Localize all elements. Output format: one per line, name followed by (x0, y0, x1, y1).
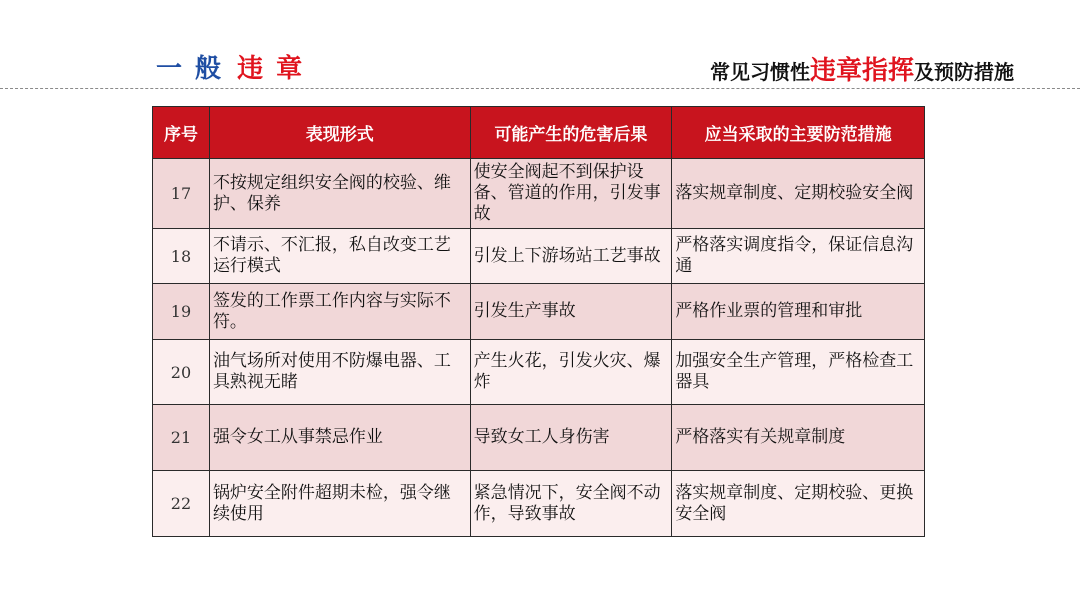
row-form: 不请示、不汇报，私自改变工艺运行模式 (209, 229, 470, 284)
row-measure: 落实规章制度、定期校验、更换安全阀 (672, 471, 925, 537)
row-no: 20 (153, 340, 210, 405)
row-measure: 严格作业票的管理和审批 (672, 284, 925, 340)
table-row (153, 340, 925, 405)
subtitle-highlight: 违章指挥 (809, 56, 914, 86)
table-row (153, 159, 925, 229)
row-measure: 严格落实有关规章制度 (672, 405, 925, 471)
row-consequence: 使安全阀起不到保护设备、管道的作用，引发事故 (470, 159, 672, 229)
table-row (153, 229, 925, 284)
header-measure: 应当采取的主要防范措施 (672, 107, 925, 159)
header-divider (0, 88, 1080, 89)
row-measure: 加强安全生产管理，严格检查工器具 (672, 340, 925, 405)
row-measure: 落实规章制度、定期校验安全阀 (672, 159, 925, 229)
page-title-part1: 一 般 (156, 54, 224, 84)
row-no: 18 (153, 229, 210, 284)
row-consequence: 产生火花，引发火灾、爆炸 (470, 340, 672, 405)
row-no: 19 (153, 284, 210, 340)
row-consequence: 引发上下游场站工艺事故 (470, 229, 672, 284)
table-row (153, 284, 925, 340)
row-measure: 严格落实调度指令，保证信息沟通 (672, 229, 925, 284)
table-row (153, 405, 925, 471)
row-form: 强令女工从事禁忌作业 (209, 405, 470, 471)
row-form: 油气场所对使用不防爆电器、工具熟视无睹 (209, 340, 470, 405)
header-no: 序号 (153, 107, 210, 159)
table-row (153, 471, 925, 537)
subtitle-prefix: 常见习惯性 (709, 60, 810, 84)
row-no: 17 (153, 159, 210, 229)
page-title (156, 48, 304, 85)
row-form: 锅炉安全附件超期未检，强令继续使用 (209, 471, 470, 537)
row-form: 签发的工作票工作内容与实际不符。 (209, 284, 470, 340)
row-no: 21 (153, 405, 210, 471)
row-consequence: 引发生产事故 (470, 284, 672, 340)
header-form: 表现形式 (209, 107, 470, 159)
table-header-row (153, 107, 925, 159)
subtitle-suffix: 及预防措施 (914, 60, 1014, 84)
page-title-part2: 违 章 (237, 54, 305, 84)
page-subtitle (710, 50, 1014, 87)
header-consequence: 可能产生的危害后果 (470, 107, 672, 159)
row-no: 22 (153, 471, 210, 537)
row-form: 不按规定组织安全阀的校验、维护、保养 (209, 159, 470, 229)
row-consequence: 紧急情况下，安全阀不动作，导致事故 (470, 471, 672, 537)
violations-table (152, 106, 925, 537)
row-consequence: 导致女工人身伤害 (470, 405, 672, 471)
